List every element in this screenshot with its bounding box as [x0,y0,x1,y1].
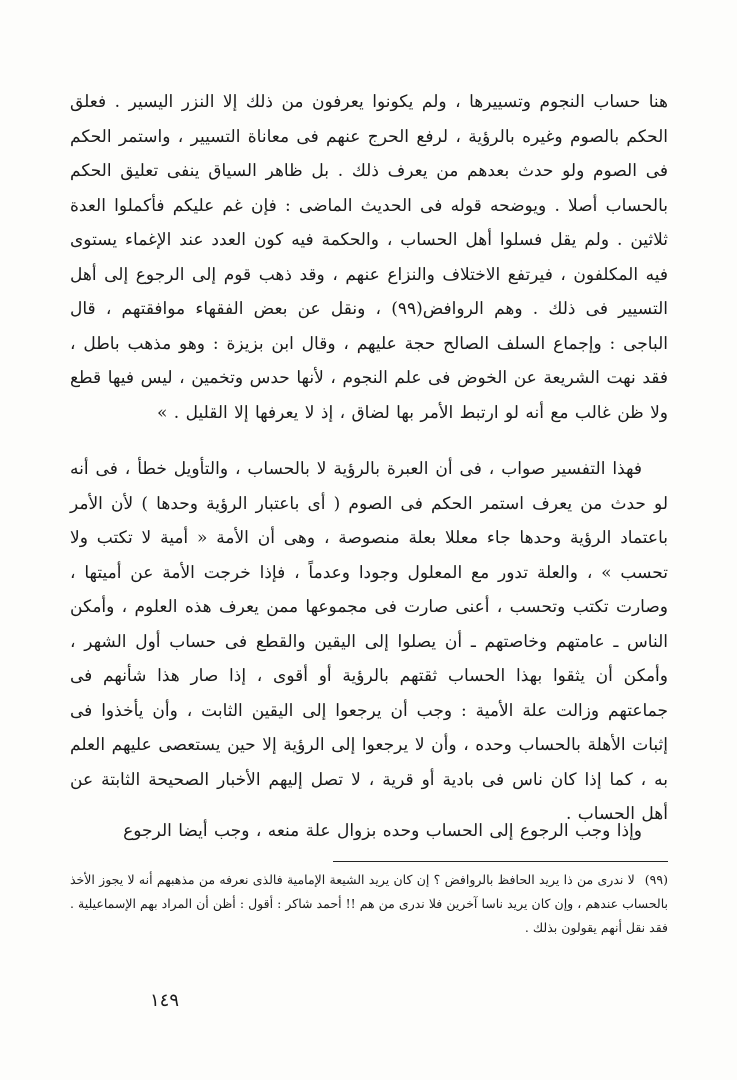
footnote-divider [333,861,668,862]
footnote-body [70,868,668,940]
body-paragraph-2 [70,452,668,832]
footnote [70,868,668,940]
footnote-text: لا ندرى من ذا يريد الحافظ بالروافض ؟ إن كان يريد الشيعة الإمامية فالذى نعرفه من مذهبهم أنه لا يجوز الأخذ بالحساب عندهم ، وإن كان يريد ناسا آخرين فلا ندرى من هم !! أحمد شاكر : أقول : أظن أن المراد بهم الإسماعيلية . فقد نقل أنهم يقولون بذلك . [70,872,668,935]
body-paragraph-1 [70,85,668,430]
page-number: ١٤٩ [150,990,180,1011]
paragraph-text: فهذا التفسير صواب ، فى أن العبرة بالرؤية لا بالحساب ، والتأويل خطأ ، فى أنه لو حدث من يعرف استمر الحكم فى الصوم ( أى باعتبار الرؤية وحدها ) لأن الأمر باعتماد الرؤية وحدها جاء معللا بعلة منصوصة ، وهى أن الأمة « أمية لا تكتب ولا تحسب » ، والعلة تدور مع المعلول وجودا وعدماً ، فإذا خرجت الأمة عن أميتها ، وصارت تكتب وتحسب ، أعنى صارت فى مجموعها ممن يعرف هذه العلوم ، وأمكن الناس ـ عامتهم وخاصتهم ـ أن يصلوا إلى اليقين والقطع فى حساب أول الشهر ، وأمكن أن يثقوا بهذا الحساب ثقتهم بالرؤية أو أقوى ، إذا صار هذا شأنهم فى جماعتهم وزالت علة الأمية : وجب أن يرجعوا إلى اليقين الثابت ، وأن يأخذوا فى إثبات الأهلة بالحساب وحده ، وأن لا يرجعوا إلى الرؤية إلا حين يستعصى عليهم العلم به ، كما إذا كان ناس فى بادية أو قرية ، لا تصل إليهم الأخبار الصحيحة الثابتة عن أهل الحساب . [70,459,668,824]
paragraph-text: هنا حساب النجوم وتسييرها ، ولم يكونوا يعرفون من ذلك إلا النزر اليسير . فعلق الحكم بالصوم وغيره بالرؤية ، لرفع الحرج عنهم فى معاناة التسيير ، واستمر الحكم فى الصوم ولو حدث بعدهم من يعرف ذلك . بل ظاهر السياق ينفى تعليق الحكم بالحساب أصلا . ويوضحه قوله فى الحديث الماضى : فإن غم عليكم فأكملوا العدة ثلاثين . ولم يقل فسلوا أهل الحساب ، والحكمة فيه كون العدد عند الإغماء يستوى فيه المكلفون ، فيرتفع الاختلاف والنزاع عنهم ، وقد ذهب قوم إلى الرجوع إلى أهل التسيير فى ذلك . وهم الروافض(٩٩) ، ونقل عن بعض الفقهاء موافقتهم ، قال الباجى : وإجماع السلف الصالح حجة عليهم ، وقال ابن بزيزة : وهو مذهب باطل ، فقد نهت الشريعة عن الخوض فى علم النجوم ، لأنها حدس وتخمين ، ليس فيها قطع ولا ظن غالب مع أنه لو ارتبط الأمر بها لضاق ، إذ لا يعرفها إلا القليل . » [70,92,668,423]
footnote-number: (٩٩) [644,872,668,887]
paragraph-text: وإذا وجب الرجوع إلى الحساب وحده بزوال علة منعه ، وجب أيضا الرجوع [123,821,642,841]
body-paragraph-3 [70,814,668,849]
